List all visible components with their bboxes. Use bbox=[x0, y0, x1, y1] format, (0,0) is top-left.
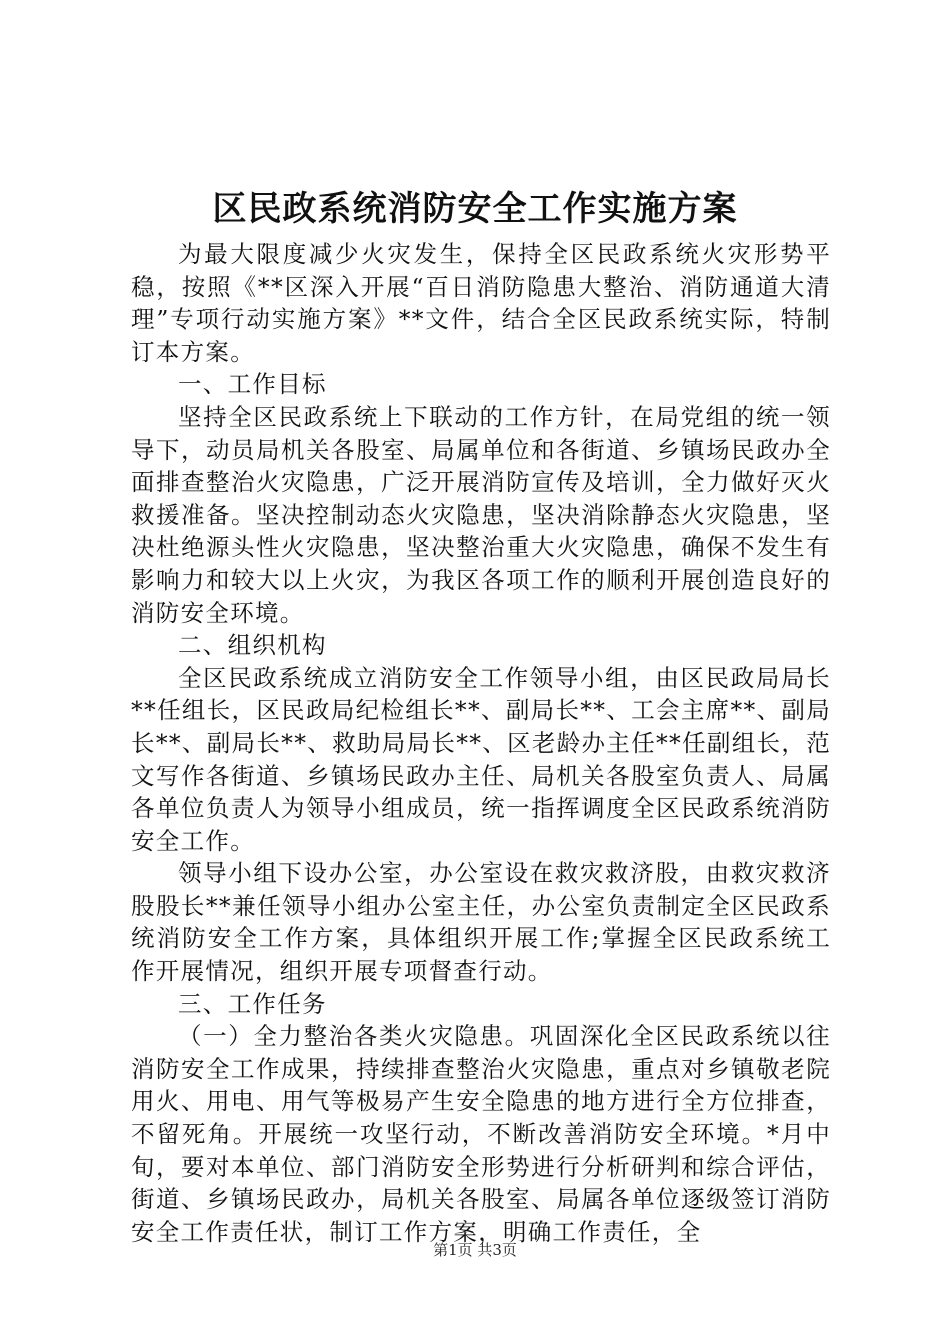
intro-paragraph: 为最大限度减少火灾发生，保持全区民政系统火灾形势平稳，按照《**区深入开展“百日消防隐患大整治、消防通道大清理”专项行动实施方案》**文件，结合全区民政系统实际，特制订本方案。 bbox=[131, 240, 831, 366]
section-heading-organization: 二、组织机构 bbox=[178, 631, 327, 660]
organization-paragraph: 全区民政系统成立消防安全工作领导小组，由区民政局局长**任组长，区民政局纪检组长**、副局长**、工会主席**、副局长**、副局长**、救助局局长**、区老龄办主任**任副组长，范文写作各街道、乡镇场民政办主任、局机关各股室负责人、局属各单位负责人为领导小组成员，统一指挥调度全区民政系统消防安全工作。 bbox=[131, 663, 831, 855]
office-paragraph: 领导小组下设办公室，办公室设在救灾救济股，由救灾救济股股长**兼任领导小组办公室主任，办公室负责制定全区民政系统消防安全工作方案，具体组织开展工作;掌握全区民政系统工作开展情况，组织开展专项督查行动。 bbox=[131, 859, 831, 986]
page-footer: 第1页 共3页 bbox=[433, 1241, 517, 1259]
section-heading-goals: 一、工作目标 bbox=[178, 370, 327, 399]
document-title: 区民政系统消防安全工作实施方案 bbox=[212, 189, 738, 229]
tasks-paragraph: （一）全力整治各类火灾隐患。巩固深化全区民政系统以往消防安全工作成果，持续排查整治火灾隐患，重点对乡镇敬老院用火、用电、用气等极易产生安全隐患的地方进行全方位排查，不留死角。开展统一攻坚行动，不断改善消防安全环境。*月中旬，要对本单位、部门消防安全形势进行分析研判和综合评估，街道、乡镇场民政办，局机关各股室、局属各单位逐级签订消防安全工作责任状，制订工作方案，明确工作责任，全 bbox=[131, 1022, 831, 1246]
section-heading-tasks: 三、工作任务 bbox=[178, 989, 327, 1018]
document-body bbox=[131, 238, 831, 1248]
goals-paragraph: 坚持全区民政系统上下联动的工作方针，在局党组的统一领导下，动员局机关各股室、局属单位和各街道、乡镇场民政办全面排查整治火灾隐患，广泛开展消防宣传及培训，全力做好灭火救援准备。坚决控制动态火灾隐患，坚决消除静态火灾隐患，坚决杜绝源头性火灾隐患，坚决整治重大火灾隐患，确保不发生有影响力和较大以上火灾，为我区各项工作的顺利开展创造良好的消防安全环境。 bbox=[131, 402, 831, 627]
